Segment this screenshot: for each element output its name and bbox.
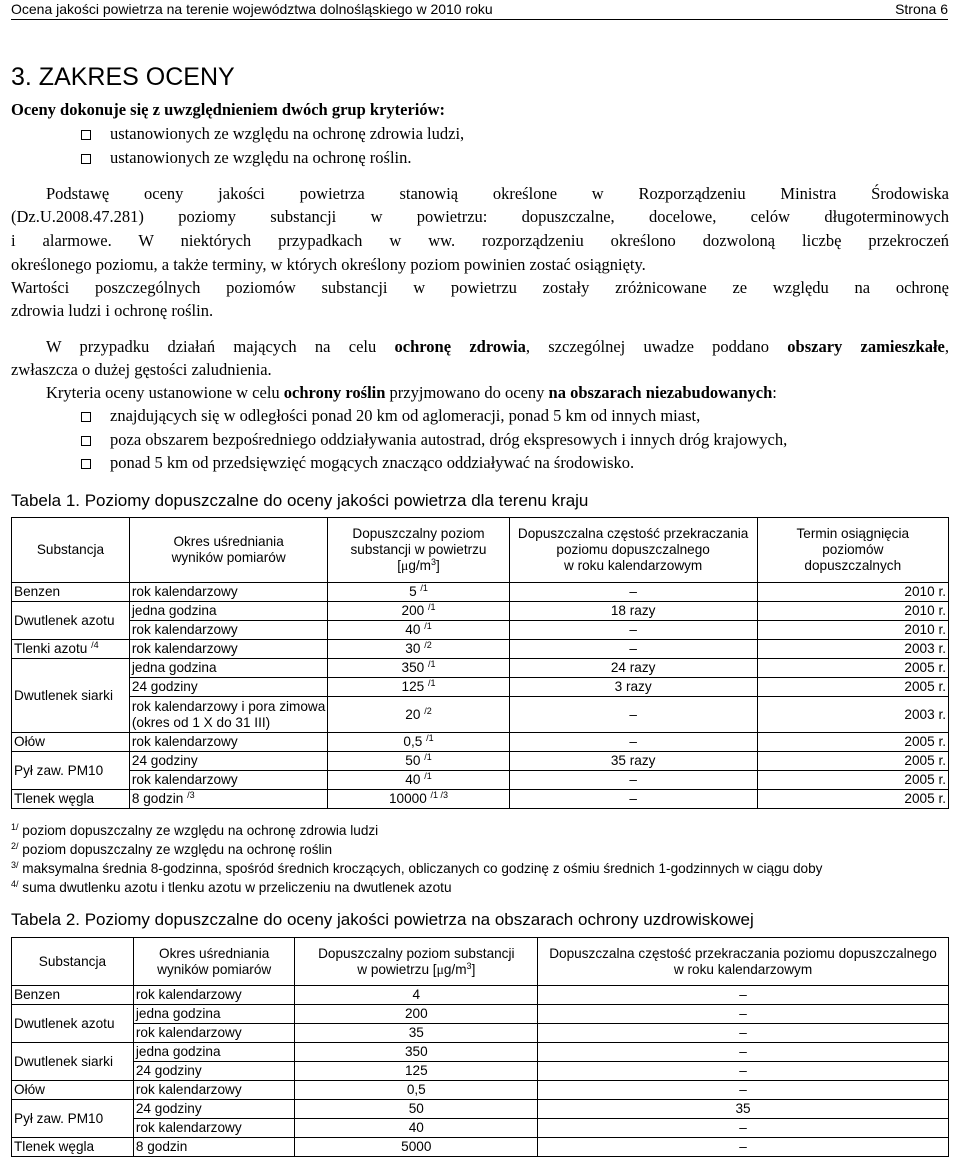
page-header	[11, 0, 948, 20]
table1	[11, 517, 949, 809]
table-row: Ołów rok kalendarzowy 0,5 $^{/1}$ – 2005 r.	[12, 733, 949, 752]
table-row: Dwutlenek siarki jedna godzina 350 $^{/1}$ 24 razy 2005 r.	[12, 659, 949, 678]
intro-bullet: ustanowionych ze względu na ochronę roślin.	[110, 148, 412, 167]
table-header-cell: Okres uśredniania wyników pomiarów	[133, 938, 295, 986]
table-row: Pył zaw. PM10 24 godziny 50 $^{/1}$ 35 razy 2005 r.	[12, 752, 949, 771]
criteria-bullet: poza obszarem bezpośredniego oddziaływania autostrad, dróg ekspresowych i innych dróg krajowych,	[110, 430, 788, 449]
criteria-bullet: ponad 5 km od przedsięwzięć mogących znacząco oddziaływać na środowisko.	[110, 453, 635, 472]
table2	[11, 937, 949, 1157]
table-row: 24 godziny 125 –	[12, 1062, 949, 1081]
header-title: Ocena jakości powietrza na terenie województwa dolnośląskiego w 2010 roku	[11, 1, 493, 17]
table-header-cell: Substancja	[12, 518, 130, 583]
table-header-cell: Termin osiągnięcia poziomów dopuszczalnych	[757, 518, 948, 583]
table-row: rok kalendarzowy i pora zimowa (okres od 1 X do 31 III) 20 $^{/2}$ – 2003 r.	[12, 697, 949, 733]
checkbox-bullet-icon	[81, 436, 91, 446]
table-row: rok kalendarzowy 40 $^{/1}$ – 2005 r.	[12, 771, 949, 790]
checkbox-bullet-icon	[81, 412, 91, 422]
table-row: 24 godziny 125 $^{/1}$ 3 razy 2005 r.	[12, 678, 949, 697]
table2-caption: Tabela 2. Poziomy dopuszczalne do oceny jakości powietrza na obszarach ochrony uzdrowiskowej	[11, 910, 754, 929]
table-row: rok kalendarzowy 35 –	[12, 1024, 949, 1043]
paragraph-line: zdrowia ludzi i ochronę roślin.	[11, 301, 214, 320]
intro-lead: Oceny dokonuje się z uwzględnieniem dwóch grup kryteriów:	[11, 100, 446, 119]
table-row: Ołów rok kalendarzowy 0,5 –	[12, 1081, 949, 1100]
checkbox-bullet-icon	[81, 459, 91, 469]
table-row: rok kalendarzowy 40 $^{/1}$ – 2010 r.	[12, 621, 949, 640]
paragraph-line: Kryteria oceny ustanowione w celu ochrony roślin przyjmowano do oceny na obszarach niezabudowanych:	[46, 383, 777, 402]
page-number: Strona 6	[895, 1, 948, 17]
table-header-cell: Substancja	[12, 938, 134, 986]
footnote: $^{4/}$ suma dwutlenku azotu i tlenku azotu w przeliczeniu na dwutlenek azotu	[11, 879, 452, 895]
table-row: Benzen rok kalendarzowy 5 $^{/1}$ – 2010 r.	[12, 583, 949, 602]
paragraph-line: Wartości poszczególnych poziomów substancji w powietrzu zostały zróżnicowane ze względu na ochronę	[11, 278, 949, 297]
table-header-cell: Dopuszczalny poziom substancji w powietrzu $[\mu g/m^3]$	[328, 518, 509, 583]
table-row: Tlenki azotu $^{/4}$ rok kalendarzowy 30 $^{/2}$ – 2003 r.	[12, 640, 949, 659]
footnote: $^{1/}$ poziom dopuszczalny ze względu na ochronę zdrowia ludzi	[11, 822, 379, 838]
table-row: Dwutlenek azotu jedna godzina 200 –	[12, 1005, 949, 1024]
paragraph-line: Podstawę oceny jakości powietrza stanowią określone w Rozporządzeniu Ministra Środowiska	[46, 184, 949, 203]
table-header-cell: Dopuszczalna częstość przekraczania poziomu dopuszczalnego w roku kalendarzowym	[509, 518, 757, 583]
table-row: Dwutlenek azotu jedna godzina 200 $^{/1}$ 18 razy 2010 r.	[12, 602, 949, 621]
table-row: Dwutlenek siarki jedna godzina 350 –	[12, 1043, 949, 1062]
paragraph-line: i alarmowe. W niektórych przypadkach w ww. rozporządzeniu określono dozwoloną liczbę przekroczeń	[11, 231, 949, 250]
footnote: $^{3/}$ maksymalna średnia 8-godzinna, spośród średnich kroczących, obliczanych co godzinę z ośmiu średnich 1-godzinnych w ciągu doby	[11, 860, 823, 876]
table-header-cell: Dopuszczalny poziom substancji w powietrzu $[\mu g/m^3]$	[295, 938, 538, 986]
table-row: Pył zaw. PM10 24 godziny 50 35	[12, 1100, 949, 1119]
table-row: rok kalendarzowy 40 –	[12, 1119, 949, 1138]
paragraph-line: W przypadku działań mających na celu ochronę zdrowia, szczególnej uwadze poddano obszary zamieszkałe,	[46, 337, 949, 356]
paragraph-line: (Dz.U.2008.47.281) poziomy substancji w powietrzu: dopuszczalne, docelowe, celów długoterminowych	[11, 207, 949, 226]
section-title: 3. ZAKRES OCENY	[11, 63, 235, 91]
table-row: Benzen rok kalendarzowy 4 –	[12, 986, 949, 1005]
criteria-bullet: znajdujących się w odległości ponad 20 km od aglomeracji, ponad 5 km od innych miast,	[110, 406, 701, 425]
checkbox-bullet-icon	[81, 130, 91, 140]
footnote: $^{2/}$ poziom dopuszczalny ze względu na ochronę roślin	[11, 841, 333, 857]
intro-bullet: ustanowionych ze względu na ochronę zdrowia ludzi,	[110, 124, 465, 143]
table-header-cell: Dopuszczalna częstość przekraczania poziomu dopuszczalnego w roku kalendarzowym	[538, 938, 949, 986]
checkbox-bullet-icon	[81, 154, 91, 164]
table1-caption: Tabela 1. Poziomy dopuszczalne do oceny jakości powietrza dla terenu kraju	[11, 491, 589, 510]
table-header-cell: Okres uśredniania wyników pomiarów	[129, 518, 327, 583]
paragraph-line: zwłaszcza o dużej gęstości zaludnienia.	[11, 360, 272, 379]
table-row: Tlenek węgla 8 godzin $^{/3}$ 10000 $^{/1 /3}$ – 2005 r.	[12, 790, 949, 809]
table-row: Tlenek węgla 8 godzin 5000 –	[12, 1138, 949, 1157]
paragraph-line: określonego poziomu, a także terminy, w których określony poziom powinien zostać osiągnięty.	[11, 255, 646, 274]
